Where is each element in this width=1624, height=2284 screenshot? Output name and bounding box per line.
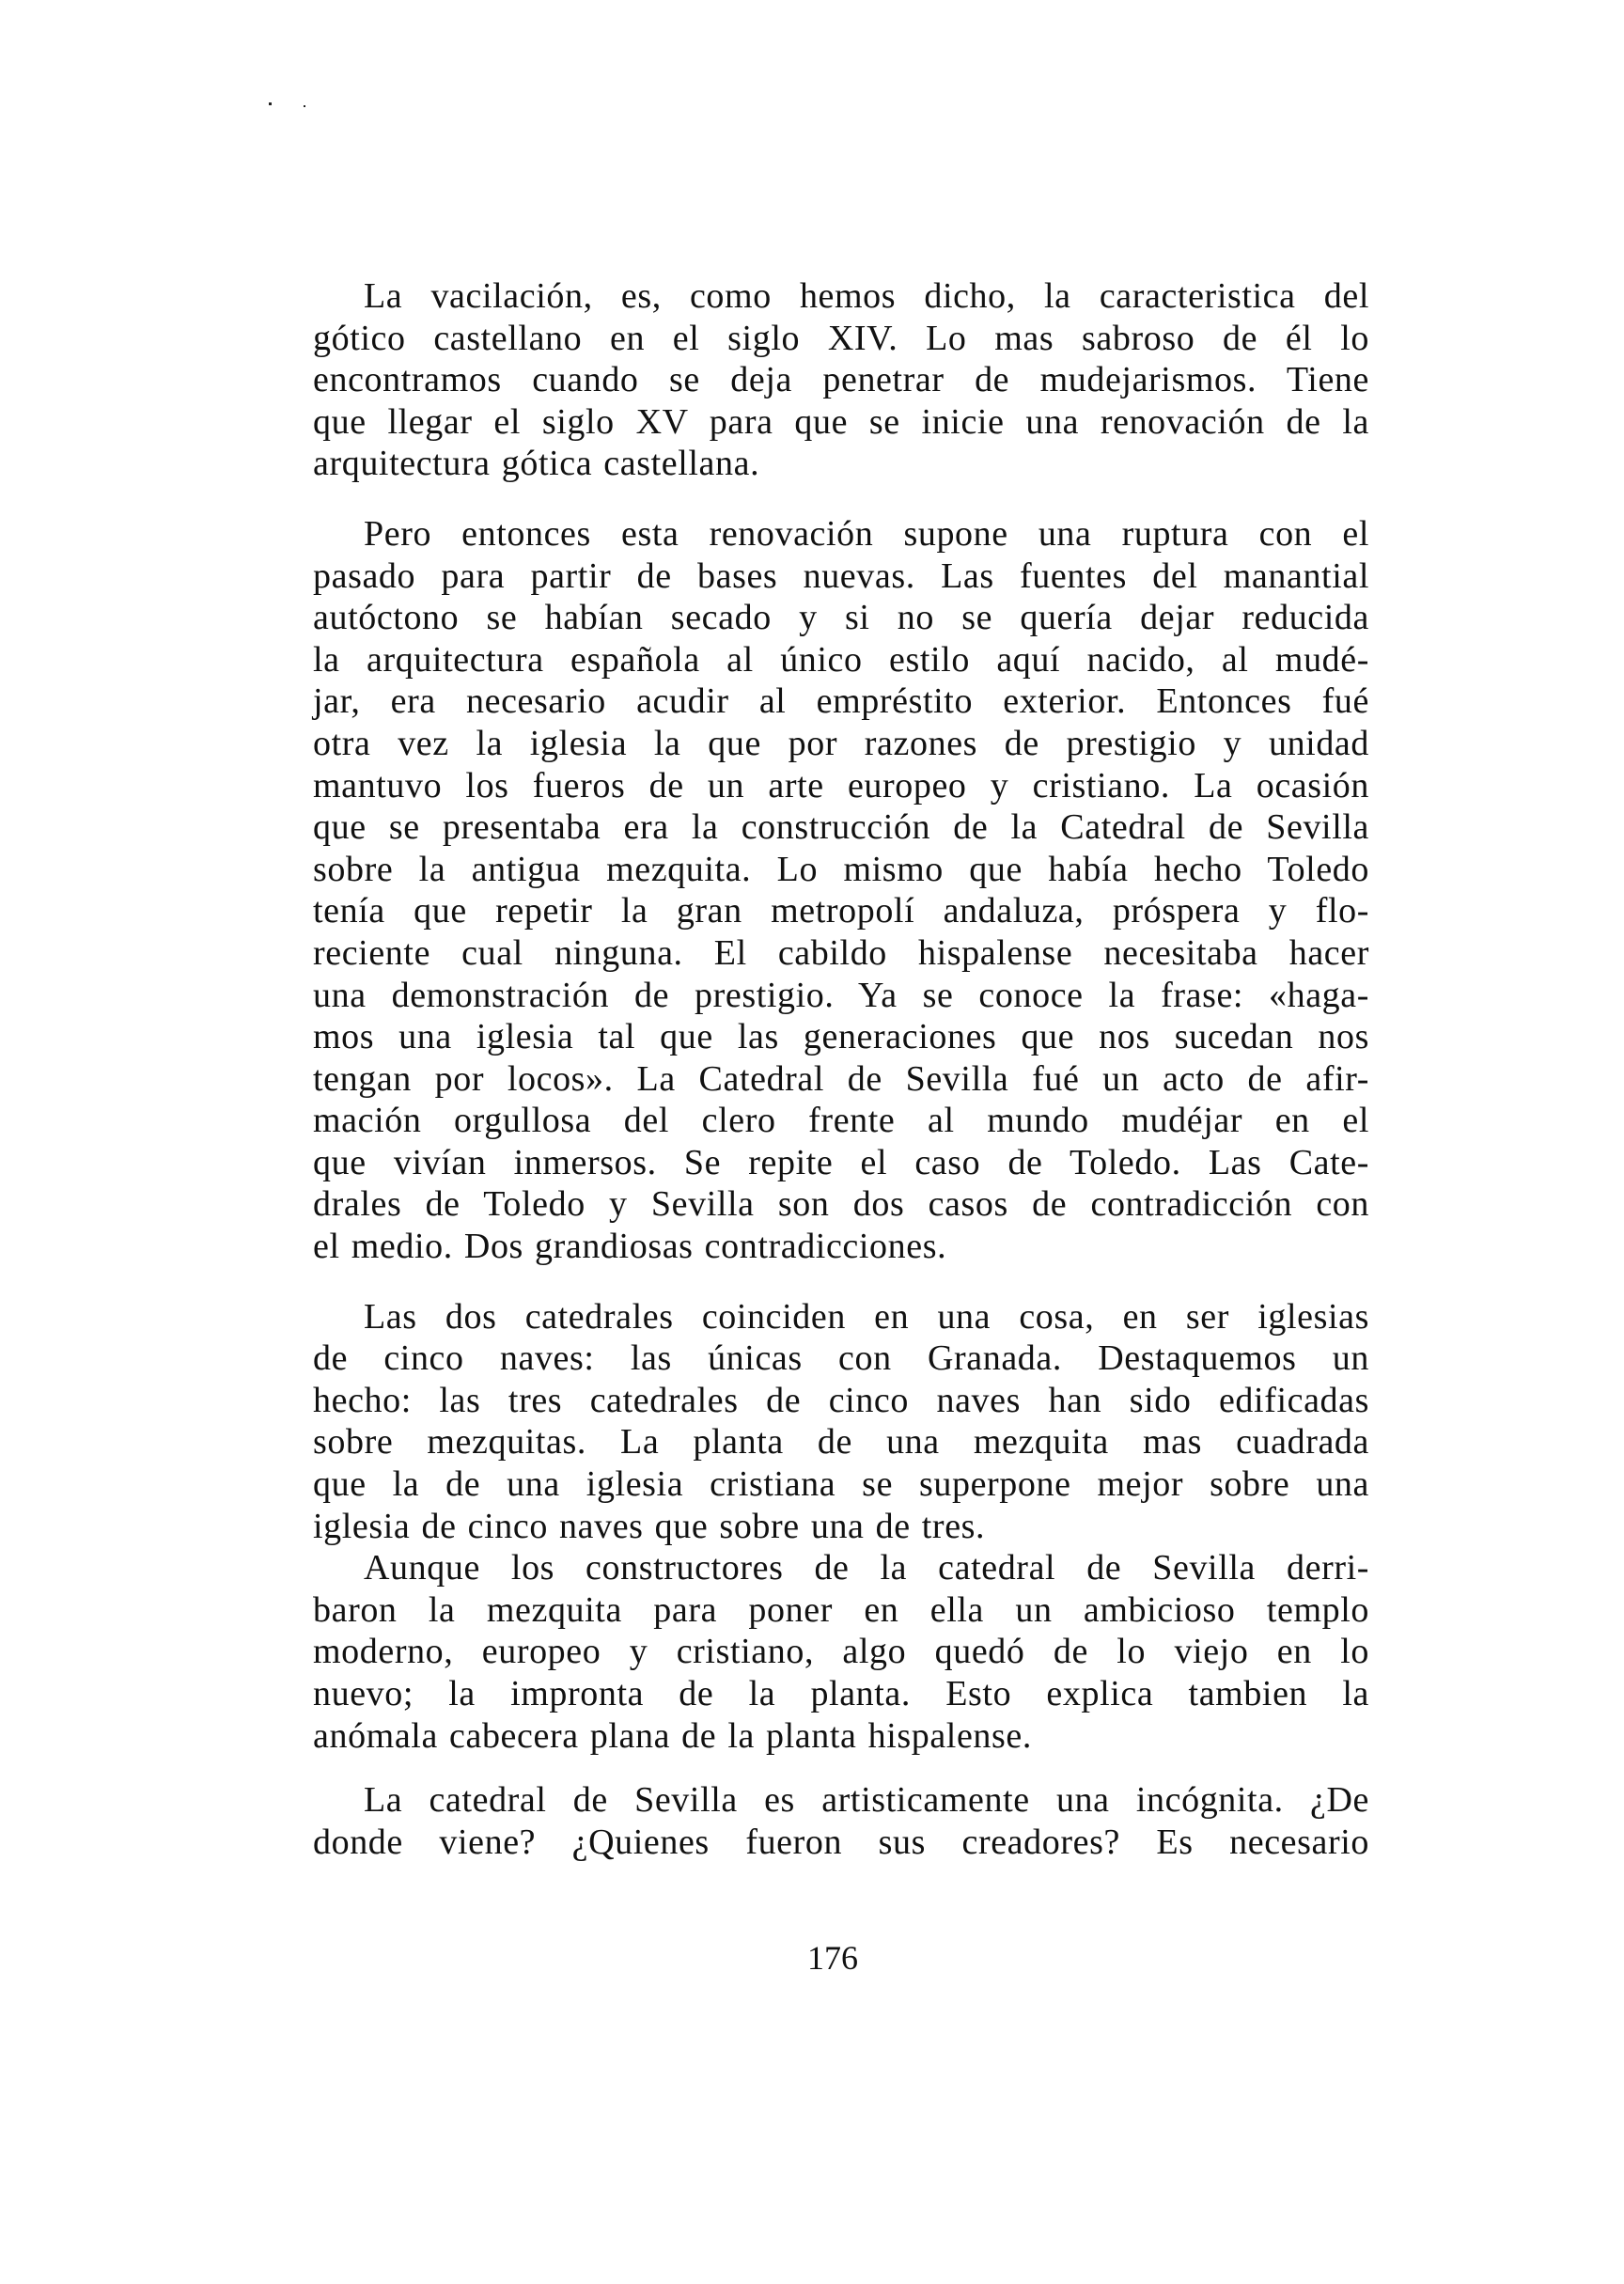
- text-line: una demonstración de prestigio. Ya se conoce la frase: «haga-: [313, 975, 1369, 1015]
- text-line: nuevo; la impronta de la planta. Esto explica tambien la: [313, 1674, 1369, 1713]
- text-line: gótico castellano en el siglo XIV. Lo mas sabroso de él lo: [313, 318, 1369, 358]
- text-line: La vacilación, es, como hemos dicho, la caracteristica del: [364, 276, 1369, 316]
- text-line: iglesia de cinco naves que sobre una de tres.: [313, 1506, 986, 1546]
- page-number: 176: [807, 1939, 858, 1977]
- text-line: moderno, europeo y cristiano, algo quedó de lo viejo en lo: [313, 1632, 1369, 1672]
- text-line: reciente cual ninguna. El cabildo hispalense necesitaba hacer: [313, 932, 1369, 973]
- text-line: la arquitectura española al único estilo aquí nacido, al mudé-: [313, 639, 1369, 680]
- paragraph: [313, 513, 1369, 1268]
- text-line: que vivían inmersos. Se repite el caso de Toledo. Las Cate-: [313, 1142, 1369, 1182]
- paragraph: [313, 1779, 1369, 1863]
- text-line: tenía que repetir la gran metropolí andaluza, próspera y flo-: [313, 891, 1369, 931]
- text-line: el medio. Dos grandiosas contradicciones.: [313, 1227, 947, 1267]
- paragraph: [313, 1296, 1369, 1548]
- text-line: autóctono se habían secado y si no se quería dejar reducida: [313, 598, 1369, 638]
- text-line: mantuvo los fueros de un arte europeo y cristiano. La ocasión: [313, 765, 1369, 806]
- text-line: baron la mezquita para poner en ella un ambicioso templo: [313, 1589, 1369, 1630]
- text-line: que la de una iglesia cristiana se superpone mejor sobre una: [313, 1464, 1369, 1505]
- text-line: otra vez la iglesia la que por razones de prestigio y unidad: [313, 723, 1369, 763]
- text-line: jar, era necesario acudir al empréstito exterior. Entonces fué: [313, 681, 1369, 722]
- text-line: Aunque los constructores de la catedral de Sevilla derri-: [364, 1548, 1369, 1588]
- text-line: tengan por locos». La Catedral de Sevilla fué un acto de afir-: [313, 1058, 1369, 1099]
- text-line: sobre la antigua mezquita. Lo mismo que había hecho Toledo: [313, 849, 1369, 889]
- text-line: pasado para partir de bases nuevas. Las fuentes del manantial: [313, 555, 1369, 596]
- text-line: Las dos catedrales coinciden en una cosa, en ser iglesias: [364, 1296, 1369, 1337]
- text-line: que llegar el siglo XV para que se inicie una renovación de la: [313, 401, 1369, 442]
- paragraph: [313, 1547, 1369, 1757]
- text-line: mación orgullosa del clero frente al mundo mudéjar en el: [313, 1101, 1369, 1141]
- paragraph: [313, 275, 1369, 485]
- body-text: [313, 275, 1369, 1863]
- text-line: donde viene? ¿Quienes fueron sus creadores? Es necesario: [313, 1822, 1369, 1862]
- text-line: drales de Toledo y Sevilla son dos casos de contradicción con: [313, 1184, 1369, 1225]
- text-line: arquitectura gótica castellana.: [313, 444, 760, 484]
- text-line: de cinco naves: las únicas con Granada. Destaquemos un: [313, 1338, 1369, 1379]
- text-line: anómala cabecera plana de la planta hispalense.: [313, 1715, 1032, 1756]
- text-line: La catedral de Sevilla es artisticamente una incógnita. ¿De: [364, 1780, 1369, 1821]
- scan-speck: [304, 105, 305, 107]
- text-line: que se presentaba era la construcción de la Catedral de Sevilla: [313, 807, 1369, 848]
- text-line: Pero entonces esta renovación supone una ruptura con el: [364, 513, 1369, 554]
- scan-speck: [269, 102, 272, 105]
- text-line: hecho: las tres catedrales de cinco naves han sido edificadas: [313, 1380, 1369, 1420]
- text-line: mos una iglesia tal que las generaciones que nos sucedan nos: [313, 1017, 1369, 1057]
- text-line: encontramos cuando se deja penetrar de mudejarismos. Tiene: [313, 360, 1369, 400]
- text-line: sobre mezquitas. La planta de una mezquita mas cuadrada: [313, 1422, 1369, 1463]
